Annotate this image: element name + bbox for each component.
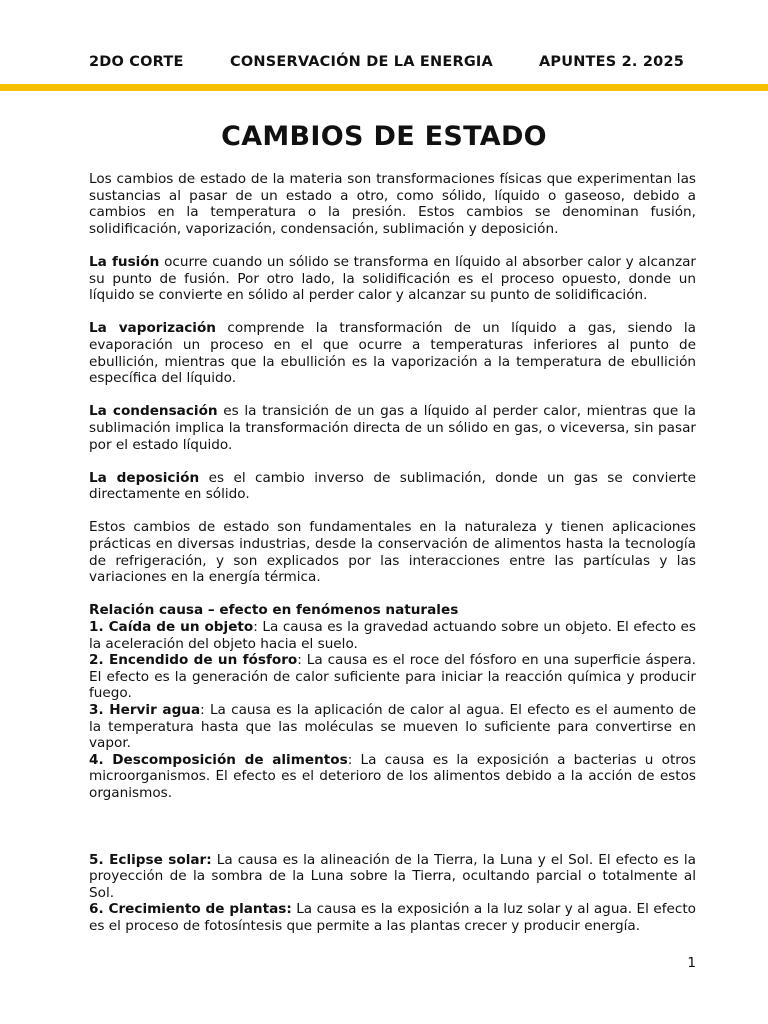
header-course: 2DO CORTE bbox=[89, 54, 184, 70]
list-item bbox=[89, 901, 696, 934]
vaporizacion-paragraph bbox=[89, 320, 696, 386]
list-item bbox=[89, 652, 696, 702]
list-item bbox=[89, 752, 696, 802]
list-item-label: 2. Encendido de un fósforo bbox=[89, 652, 298, 669]
fusion-paragraph bbox=[89, 254, 696, 304]
fusion-text: ocurre cuando un sólido se transforma en líquido al absorber calor y alcanzar su punto de fusión. Por otro lado, la solidificación es el proceso opuesto, donde un líquido se convierte en sólido al perder calor y alcanzar su punto de solidificación. bbox=[89, 253, 696, 304]
list-item-label: 5. Eclipse solar: bbox=[89, 851, 212, 868]
list-item-label: 1. Caída de un objeto bbox=[89, 619, 254, 636]
list-item-text: : La causa es la aplicación de calor al agua. El efecto es el aumento de la temperatura hasta que las moléculas se mueven lo suficiente para convertirse en vapor. bbox=[89, 702, 696, 752]
list-item bbox=[89, 702, 696, 752]
fusion-term: La fusión bbox=[89, 253, 160, 270]
list-item-text: La causa es la alineación de la Tierra, la Luna y el Sol. El efecto es la proyección de la sombra de la Luna sobre la Tierra, ocultando parcial o totalmente al Sol. bbox=[89, 851, 696, 901]
list-item-text: : La causa es la exposición a bacterias u otros microorganismos. El efecto es el deterioro de los alimentos debido a la acción de estos organismos. bbox=[89, 751, 696, 801]
condensacion-term: La condensación bbox=[89, 403, 218, 420]
header-accent-bar bbox=[0, 84, 768, 91]
condensacion-text: es la transición de un gas a líquido al perder calor, mientras que la sublimación implica la transformación directa de un sólido en gas, o viceversa, sin pasar por el estado líquido. bbox=[89, 403, 696, 453]
list-item bbox=[89, 852, 696, 902]
list-item-text: : La causa es el roce del fósforo en una superficie áspera. El efecto es la generación de calor suficiente para iniciar la reacción química y producir fuego. bbox=[89, 652, 696, 702]
page-title: CAMBIOS DE ESTADO bbox=[221, 121, 547, 152]
intro-paragraph: Los cambios de estado de la materia son transformaciones físicas que experimentan las sustancias al pasar de un estado a otro, como sólido, líquido o gaseoso, debido a cambios en la temperatura o la presión. Estos cambios se denominan fusión, solidificación, vaporización, condensación, sublimación y deposición. bbox=[89, 171, 696, 237]
list-item-text: La causa es la exposición a la luz solar y al agua. El efecto es el proceso de fotosíntesis que permite a las plantas crecer y producir energía. bbox=[89, 901, 696, 934]
list-item-label: 4. Descomposición de alimentos bbox=[89, 751, 348, 768]
page-header bbox=[89, 54, 689, 74]
vaporizacion-text: comprende la transformación de un líquido a gas, siendo la evaporación un proceso en el que ocurre a temperaturas inferiores al punto de ebullición, mientras que la ebullición es la vaporización a la temperatura de ebullición específica del líquido. bbox=[89, 320, 696, 387]
page-number: 1 bbox=[687, 955, 696, 971]
relacion-heading: Relación causa – efecto en fenómenos naturales bbox=[89, 602, 459, 619]
header-notes: APUNTES 2. 2025 bbox=[539, 54, 685, 70]
list-item-text: : La causa es la gravedad actuando sobre un objeto. El efecto es la aceleración del objeto hacia el suelo. bbox=[89, 619, 696, 652]
deposicion-text: es el cambio inverso de sublimación, donde un gas se convierte directamente en sólido. bbox=[89, 469, 696, 503]
vaporizacion-term: La vaporización bbox=[89, 320, 216, 337]
list-item-label: 6. Crecimiento de plantas: bbox=[89, 901, 292, 918]
blank-space bbox=[89, 802, 696, 852]
header-subject: CONSERVACIÓN DE LA ENERGIA bbox=[230, 54, 493, 70]
condensacion-paragraph bbox=[89, 403, 696, 453]
summary-paragraph: Estos cambios de estado son fundamentales en la naturaleza y tienen aplicaciones prácticas en diversas industrias, desde la conservación de alimentos hasta la tecnología de refrigeración, y son explicados por las interacciones entre las partículas y las variaciones en la energía térmica. bbox=[89, 519, 696, 586]
list-item bbox=[89, 619, 696, 652]
document-body bbox=[89, 171, 696, 935]
deposicion-paragraph bbox=[89, 470, 696, 503]
list-item-label: 3. Hervir agua bbox=[89, 702, 201, 718]
deposicion-term: La deposición bbox=[89, 469, 200, 486]
